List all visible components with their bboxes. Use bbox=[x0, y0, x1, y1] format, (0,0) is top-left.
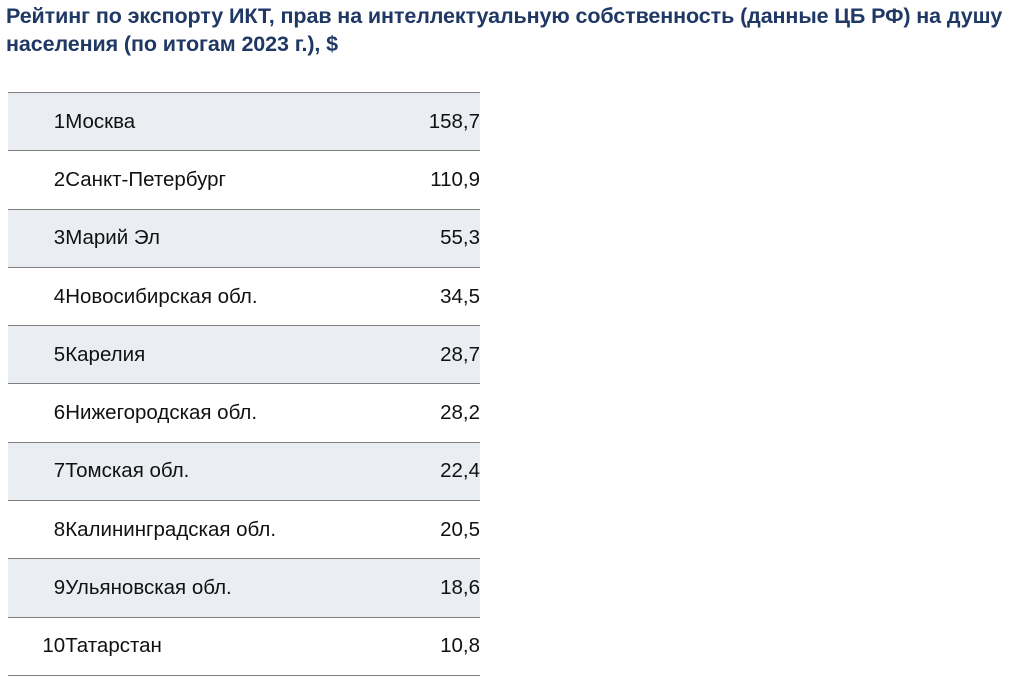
row-value: 28,2 bbox=[361, 384, 480, 442]
table-row bbox=[8, 209, 480, 267]
row-region: Новосибирская обл. bbox=[65, 267, 361, 325]
ranking-table-container bbox=[8, 92, 480, 676]
row-rank: 5 bbox=[8, 326, 65, 384]
row-region: Томская обл. bbox=[65, 442, 361, 500]
table-row bbox=[8, 559, 480, 617]
row-rank: 4 bbox=[8, 267, 65, 325]
table-row bbox=[8, 267, 480, 325]
row-rank: 7 bbox=[8, 442, 65, 500]
row-value: 110,9 bbox=[361, 151, 480, 209]
table-row bbox=[8, 617, 480, 675]
row-rank: 2 bbox=[8, 151, 65, 209]
row-rank: 10 bbox=[8, 617, 65, 675]
table-row bbox=[8, 501, 480, 559]
row-region: Татарстан bbox=[65, 617, 361, 675]
row-rank: 6 bbox=[8, 384, 65, 442]
table-row bbox=[8, 93, 480, 151]
row-value: 28,7 bbox=[361, 326, 480, 384]
row-value: 22,4 bbox=[361, 442, 480, 500]
row-value: 55,3 bbox=[361, 209, 480, 267]
row-rank: 3 bbox=[8, 209, 65, 267]
row-region: Москва bbox=[65, 93, 361, 151]
row-region: Калининградская обл. bbox=[65, 501, 361, 559]
table-row bbox=[8, 151, 480, 209]
row-rank: 1 bbox=[8, 93, 65, 151]
row-region: Нижегородская обл. bbox=[65, 384, 361, 442]
row-value: 18,6 bbox=[361, 559, 480, 617]
row-region: Санкт-Петербург bbox=[65, 151, 361, 209]
table-row bbox=[8, 326, 480, 384]
page-title: Рейтинг по экспорту ИКТ, прав на интеллектуальную собственность (данные ЦБ РФ) на душу населения (по итогам 2023 г.), $ bbox=[6, 4, 1003, 57]
row-value: 10,8 bbox=[361, 617, 480, 675]
table-row bbox=[8, 384, 480, 442]
row-value: 20,5 bbox=[361, 501, 480, 559]
row-region: Ульяновская обл. bbox=[65, 559, 361, 617]
row-region: Карелия bbox=[65, 326, 361, 384]
ranking-table bbox=[8, 92, 480, 676]
row-value: 34,5 bbox=[361, 267, 480, 325]
row-region: Марий Эл bbox=[65, 209, 361, 267]
table-row bbox=[8, 442, 480, 500]
ranking-table-body bbox=[8, 93, 480, 676]
row-value: 158,7 bbox=[361, 93, 480, 151]
row-rank: 9 bbox=[8, 559, 65, 617]
row-rank: 8 bbox=[8, 501, 65, 559]
